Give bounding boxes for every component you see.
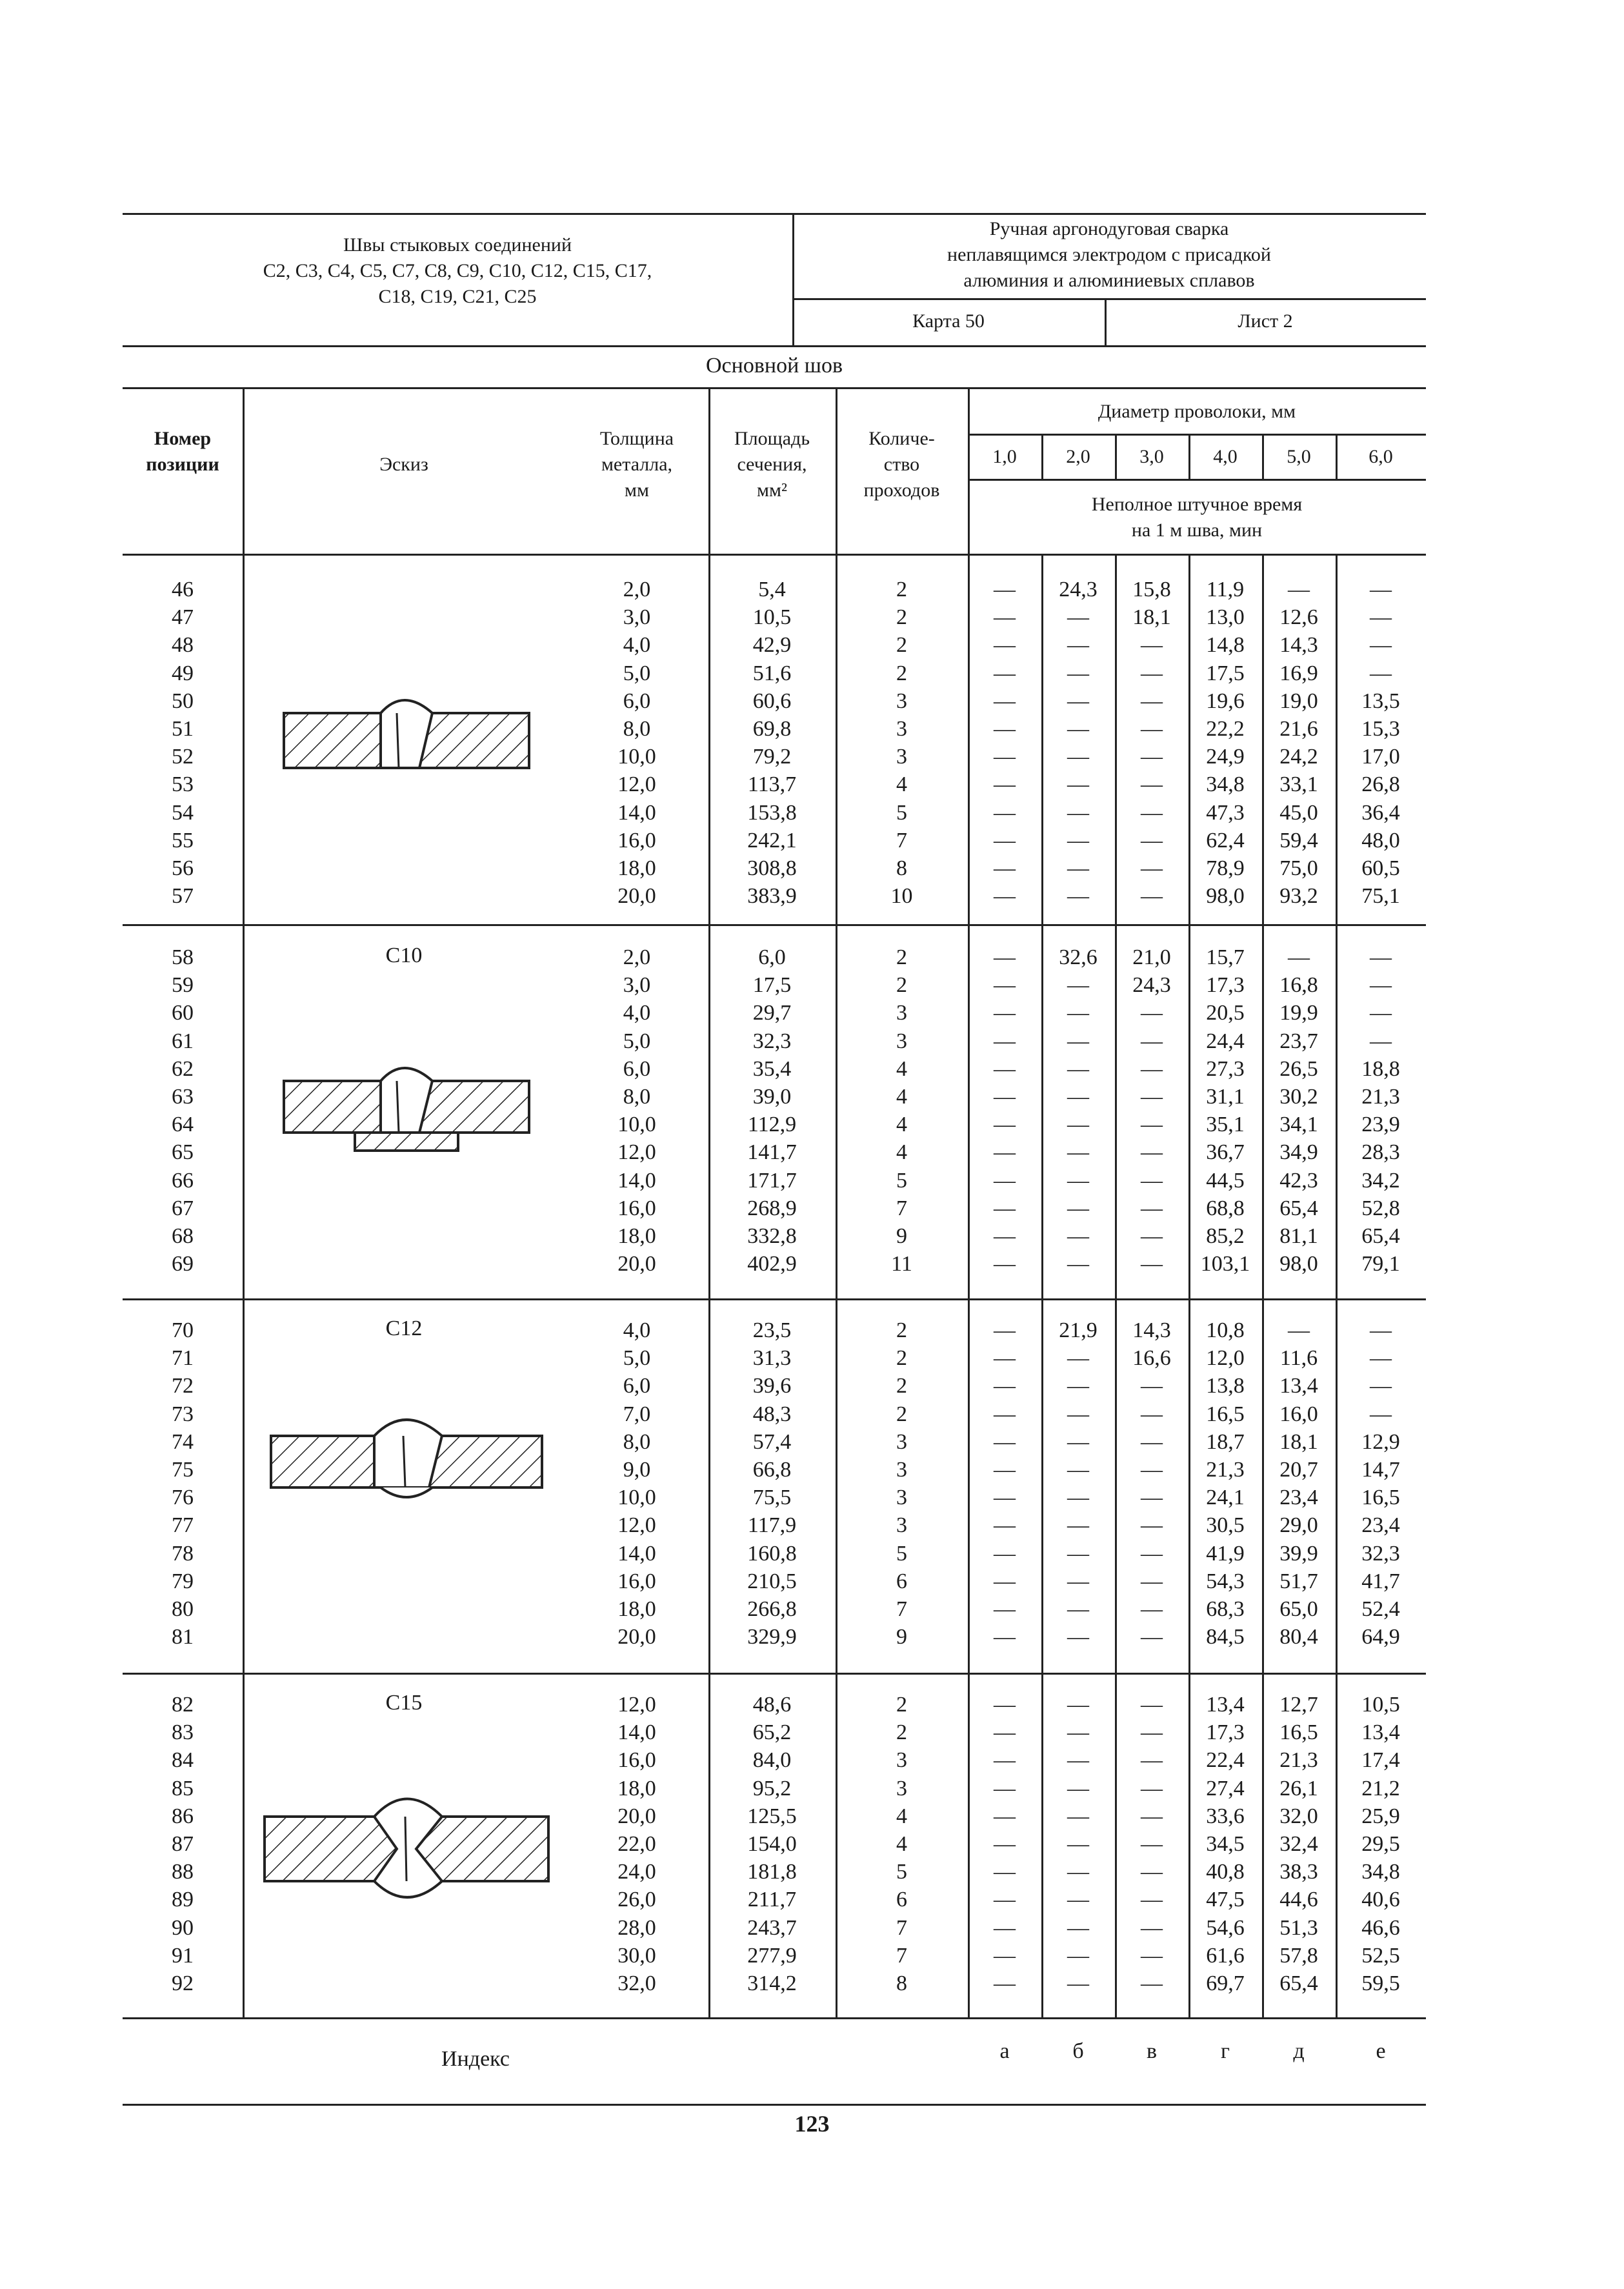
group4-d20: — — — — — — — — — — —	[1067, 1693, 1089, 1996]
group1-d50: — 12,6 14,3 16,9 19,0 21,6 24,2 33,1 45,0 59,4 75,0 93,2	[1279, 578, 1318, 909]
index-e: е	[1376, 2039, 1386, 2063]
group4-passes: 2 2 3 3 4 4 5 6 7 7 8	[896, 1693, 907, 1996]
group4-d60: 10,5 13,4 17,4 21,2 25,9 29,5 34,8 40,6 46,6 52,5 59,5	[1361, 1693, 1400, 1996]
header-right-line1: Ручная аргонодуговая сварка	[989, 218, 1229, 239]
group2-d20: 32,6 — — — — — — — — — — —	[1059, 945, 1098, 1276]
col-diameter-group: Диаметр проволоки, мм	[1098, 401, 1296, 422]
header-right-line3: алюминия и алюминиевых сплавов	[963, 270, 1255, 291]
sheet-number: Лист 2	[1238, 310, 1293, 332]
group3-d60: — — — — 12,9 14,7 16,5 23,4 32,3 41,7 52,4 64,9	[1361, 1318, 1400, 1649]
group4-label: С15	[385, 1691, 423, 1715]
diameter-3: 3,0	[1139, 446, 1164, 467]
header-left-line2: С2, С3, С4, С5, С7, С8, С9, С10, С12, С15, С17,	[263, 260, 652, 281]
group4-d10: — — — — — — — — — — —	[994, 1693, 1016, 1996]
group1-d30: 15,8 18,1 — — — — — — — — — —	[1132, 578, 1171, 909]
group2-d50: — 16,8 19,9 23,7 26,5 30,2 34,1 34,9 42,3 65,4 81,1 98,0	[1279, 945, 1318, 1276]
group3-d20: 21,9 — — — — — — — — — — —	[1059, 1318, 1098, 1649]
section-title: Основной шов	[705, 354, 843, 378]
group2-area: 6,0 17,5 29,7 32,3 35,4 39,0 112,9 141,7 171,7 268,9 332,8 402,9	[747, 945, 797, 1276]
group4-area: 48,6 65,2 84,0 95,2 125,5 154,0 181,8 211,7 243,7 277,9 314,2	[747, 1693, 797, 1996]
diameter-2: 2,0	[1066, 446, 1090, 467]
group3-d10: — — — — — — — — — — — —	[994, 1318, 1016, 1649]
group1-d10: — — — — — — — — — — — —	[994, 578, 1016, 909]
group1-area: 5,4 10,5 42,9 51,6 60,6 69,8 79,2 113,7 153,8 242,1 308,8 383,9	[747, 578, 797, 909]
header-left-line3: С18, С19, С21, С25	[378, 286, 537, 307]
group1-d40: 11,9 13,0 14,8 17,5 19,6 22,2 24,9 34,8 47,3 62,4 78,9 98,0	[1206, 578, 1245, 909]
col-time-group: Неполное штучное время на 1 м шва, мин	[1091, 494, 1303, 541]
diameter-4: 4,0	[1213, 446, 1238, 467]
page-number: 123	[794, 2111, 830, 2137]
group4-d40: 13,4 17,3 22,4 27,4 33,6 34,5 40,8 47,5 54,6 61,6 69,7	[1206, 1693, 1245, 1996]
group4-d50: 12,7 16,5 21,3 26,1 32,0 32,4 38,3 44,6 51,3 57,8 65,4	[1279, 1693, 1318, 1996]
index-b: б	[1072, 2039, 1084, 2063]
group3-thickness: 4,0 5,0 6,0 7,0 8,0 9,0 10,0 12,0 14,0 16,0 18,0 20,0	[617, 1318, 656, 1649]
group4-positions: 82 83 84 85 86 87 88 89 90 91 92	[172, 1693, 194, 1996]
group2-d40: 15,7 17,3 20,5 24,4 27,3 31,1 35,1 36,7 44,5 68,8 85,2 103,1	[1200, 945, 1250, 1276]
group1-passes: 2 2 2 2 3 3 3 4 5 7 8 10	[890, 578, 913, 909]
diameter-1: 1,0	[992, 446, 1017, 467]
col-passes-header: Количе- ство проходов	[863, 428, 940, 501]
diameter-5: 5,0	[1287, 446, 1311, 467]
index-label: Индекс	[441, 2047, 510, 2071]
header-right	[792, 216, 1426, 294]
group2-d30: 21,0 24,3 — — — — — — — — — —	[1132, 945, 1171, 1276]
col-area-header: Площадь сечения, мм²	[734, 428, 810, 501]
group2-thickness: 2,0 3,0 4,0 5,0 6,0 8,0 10,0 12,0 14,0 16,0 18,0 20,0	[617, 945, 656, 1276]
col-sketch-header: Эскиз	[379, 454, 428, 475]
card-number: Карта 50	[912, 310, 985, 332]
group4-d30: — — — — — — — — — — —	[1141, 1693, 1163, 1996]
group3-area: 23,5 31,3 39,6 48,3 57,4 66,8 75,5 117,9 160,8 210,5 266,8 329,9	[747, 1318, 797, 1649]
group2-passes: 2 2 3 3 4 4 4 4 5 7 9 11	[891, 945, 912, 1276]
group1-d20: 24,3 — — — — — — — — — — —	[1059, 578, 1098, 909]
index-v: в	[1146, 2039, 1158, 2063]
group1-thickness: 2,0 3,0 4,0 5,0 6,0 8,0 10,0 12,0 14,0 16,0 18,0 20,0	[617, 578, 656, 909]
group3-positions: 70 71 72 73 74 75 76 77 78 79 80 81	[172, 1318, 194, 1649]
header-left-line1: Швы стыковых соединений	[343, 234, 572, 256]
weld-sketch-4	[258, 1784, 555, 1913]
group1-positions: 46 47 48 49 50 51 52 53 54 55 56 57	[172, 578, 194, 909]
col-thickness-header: Толщина металла, мм	[599, 428, 674, 501]
weld-sketch-3	[265, 1410, 548, 1513]
group3-label: С12	[385, 1316, 423, 1340]
index-a: а	[999, 2039, 1010, 2063]
group4-thickness: 12,0 14,0 16,0 18,0 20,0 22,0 24,0 26,0 28,0 30,0 32,0	[617, 1693, 656, 1996]
group3-d50: — 11,6 13,4 16,0 18,1 20,7 23,4 29,0 39,9 51,7 65,0 80,4	[1279, 1318, 1318, 1649]
index-d: д	[1293, 2039, 1305, 2063]
header-right-line2: неплавящимся электродом с присадкой	[947, 244, 1271, 265]
group2-d10: — — — — — — — — — — — —	[994, 945, 1016, 1276]
group1-d60: — — — — 13,5 15,3 17,0 26,8 36,4 48,0 60,5 75,1	[1361, 578, 1400, 909]
group2-d60: — — — — 18,8 21,3 23,9 28,3 34,2 52,8 65,4 79,1	[1361, 945, 1400, 1276]
weld-sketch-1	[271, 691, 542, 787]
group3-d40: 10,8 12,0 13,8 16,5 18,7 21,3 24,1 30,5 41,9 54,3 68,3 84,5	[1206, 1318, 1245, 1649]
group3-passes: 2 2 2 2 3 3 3 3 5 6 7 9	[896, 1318, 907, 1649]
group3-d30: 14,3 16,6 — — — — — — — — — —	[1132, 1318, 1171, 1649]
index-g: г	[1221, 2039, 1230, 2063]
diameter-6: 6,0	[1368, 446, 1393, 467]
group2-positions: 58 59 60 61 62 63 64 65 66 67 68 69	[172, 945, 194, 1276]
col-position-header: Номер позиции	[146, 428, 219, 475]
group2-label: С10	[385, 943, 423, 967]
weld-sketch-2	[271, 1052, 542, 1162]
header-left	[123, 232, 792, 310]
